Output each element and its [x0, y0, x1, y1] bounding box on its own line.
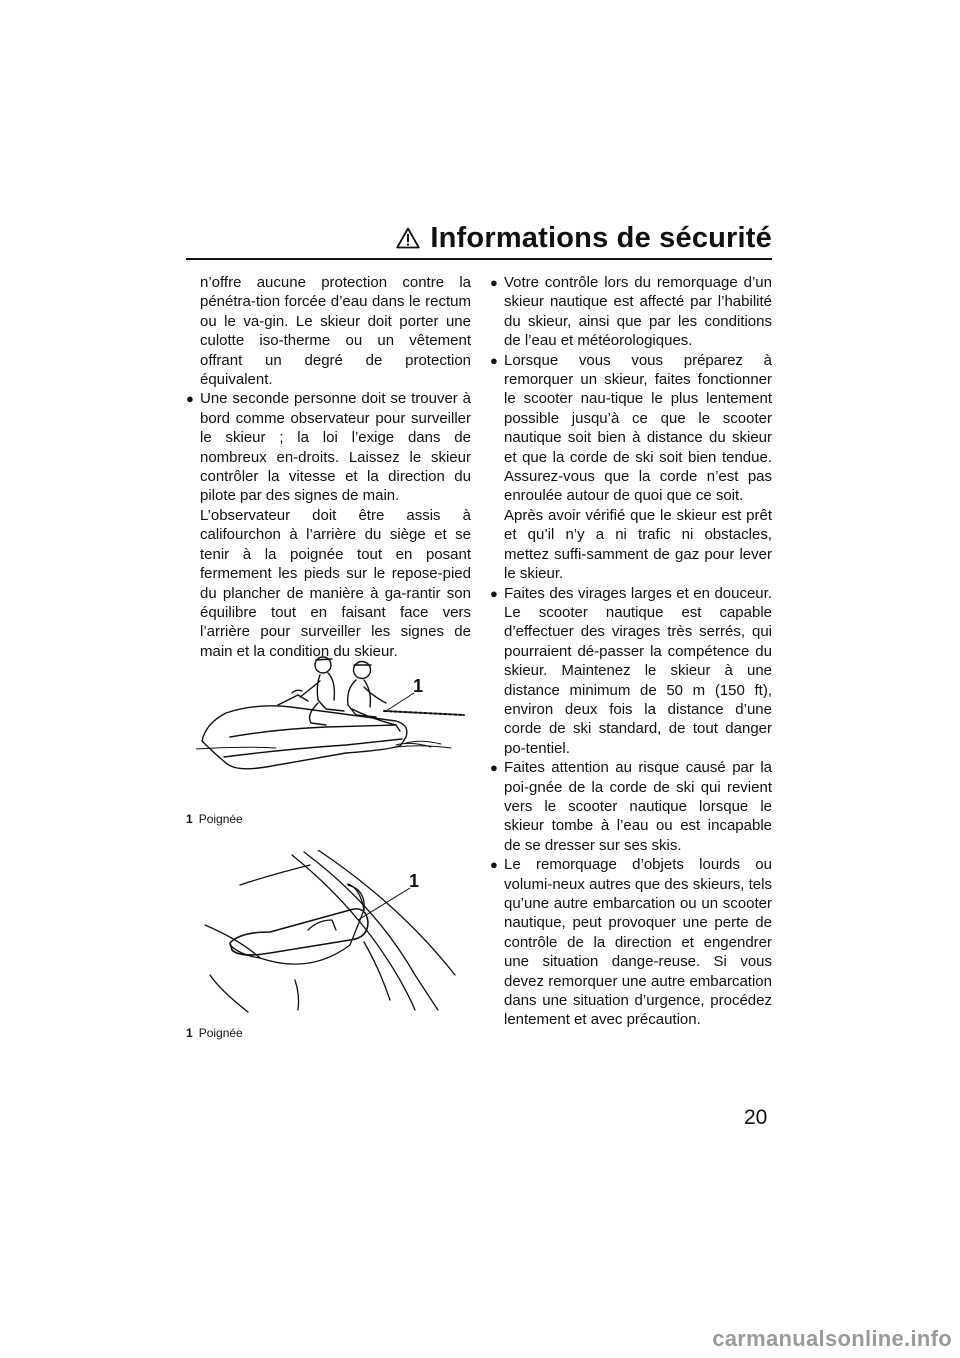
caption-number: 1 [186, 1026, 193, 1040]
list-item [490, 758, 772, 855]
bullet-text: Faites attention au risque causé par la poi-gnée de la corde de ski qui revient vers le scooter nautique lorsque le skieur tombe à l’eau ou est incapable de se dresser sur ses skis. [504, 759, 772, 854]
bullet-icon: ● [490, 857, 498, 873]
callout-leader-line [200, 850, 465, 1015]
bullet-text-continued: L’observateur doit être assis à califourchon à l’arrière du siège et se tenir à la poignée tout en posant fermement les pieds sur le repose-pied du plancher de manière à ga-rantir son équilibre tout en faisant face vers l’arrière pour surveiller les signes de main et la condition du skieur. [200, 506, 471, 660]
continuation-paragraph: n’offre aucune protection contre la pénétra-tion forcée d’eau dans le rectum ou le va-gin. Le skieur doit porter une culotte iso-therme ou un vêtement offrant un degré de protection équivalent. [200, 274, 471, 389]
bullet-text: Le remorquage d’objets lourds ou volumi-neux autres que des skieurs, tels qu’une autre embarcation ou un scooter nautique, peut provoquer une perte de contrôle de la direction et engendrer une situation dange-reuse. Si vous devez remorquer une autre embarcation dans une situation d’urgence, procédez lentement et avec précaution. [504, 856, 772, 1029]
list-item [490, 855, 772, 1030]
list-item [490, 584, 772, 759]
list-item [186, 389, 471, 661]
bullet-text: Faites des virages larges et en douceur. Le scooter nautique est capable d’effectuer des virages très serrés, qui pourraient dé-passer la compétence du skieur. Maintenez le skieur à une distance minimum de 50 m (150 ft), environ deux fois la distance d’une corde de ski standard, de tout danger po-tentiel. [504, 584, 772, 757]
page-title-text: Informations de sécurité [430, 222, 772, 254]
page-title [396, 222, 772, 257]
figure-watercraft-towing [196, 645, 471, 775]
bullet-icon: ● [490, 760, 498, 776]
warning-triangle-icon [396, 224, 420, 257]
right-column [490, 273, 772, 1030]
caption-label: Poignée [198, 1026, 243, 1040]
bullet-icon: ● [490, 275, 498, 290]
header-divider [186, 258, 772, 260]
watermark: carmanualsonline.info [712, 1326, 952, 1351]
bullet-icon: ● [490, 585, 498, 601]
figure-caption [186, 1026, 243, 1040]
page-header [186, 222, 772, 258]
figure-callout: 1 [409, 871, 420, 891]
figure-grab-handle [200, 850, 465, 1015]
bullet-text-continued: Après avoir vérifié que le skieur est prêt et qu’il n’y a ni trafic ni obstacles, mettez suffi-samment de gaz pour lever le skieur. [504, 506, 772, 583]
list-item [490, 273, 772, 351]
left-column [186, 273, 471, 661]
caption-label: Poignée [198, 812, 243, 826]
caption-number: 1 [186, 812, 193, 826]
bullet-text: Une seconde personne doit se trouver à bord comme observateur pour surveiller le skieur ; la loi l’exige dans de nombreux en-droits. Laissez le skieur contrôler la vitesse et la direction du pilote par des signes de main. [200, 390, 471, 505]
list-item [490, 351, 772, 584]
bullet-icon: ● [186, 391, 194, 407]
page-number: 20 [744, 1106, 768, 1129]
bullet-text: Lorsque vous vous préparez à remorquer un skieur, faites fonctionner le scooter nau-tique le plus lentement possible jusqu’à ce que le scooter nautique soit bien à distance du skieur et que la corde de ski soit bien tendue. Assurez-vous que la corde n’est pas enroulée autour de quoi que ce soit. [504, 351, 772, 505]
figure-callout: 1 [413, 676, 424, 696]
bullet-text: Votre contrôle lors du remorquage d’un skieur nautique est affecté par l’habilité du skieur, ainsi que par les conditions de l’eau et météorologiques. [504, 274, 772, 350]
figure-caption [186, 812, 243, 826]
bullet-icon: ● [490, 352, 498, 368]
callout-leader-line [196, 645, 471, 775]
